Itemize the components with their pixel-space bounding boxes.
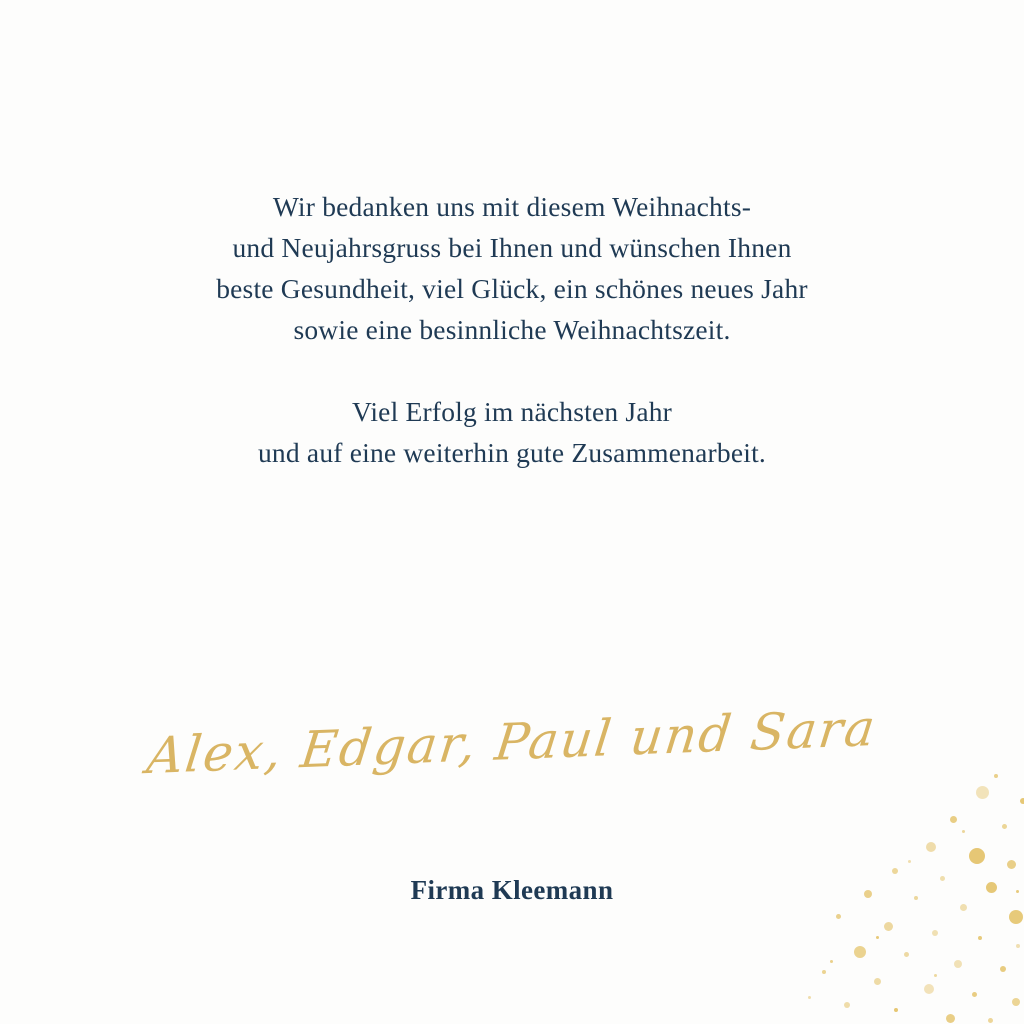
splatter-dot <box>844 1002 850 1008</box>
splatter-dot <box>876 936 879 939</box>
splatter-dot <box>934 974 937 977</box>
splatter-dot <box>954 960 962 968</box>
splatter-dot <box>854 946 866 958</box>
message-line-5: Viel Erfolg im nächsten Jahr <box>351 396 673 427</box>
splatter-dot <box>894 1008 898 1012</box>
splatter-dot <box>1007 860 1016 869</box>
splatter-dot <box>972 992 977 997</box>
splatter-dot <box>946 1014 955 1023</box>
greeting-message <box>0 186 1024 473</box>
splatter-dot <box>1016 944 1020 948</box>
splatter-dot <box>1000 966 1006 972</box>
company-name: Firma Kleemann <box>410 875 614 905</box>
splatter-dot <box>836 914 841 919</box>
splatter-dot <box>976 786 989 799</box>
handwritten-signature: Alex, Edgar, Paul und Sara <box>143 698 880 786</box>
splatter-dot <box>884 922 893 931</box>
splatter-dot <box>978 936 982 940</box>
splatter-dot <box>908 860 911 863</box>
splatter-dot <box>994 774 998 778</box>
splatter-dot <box>950 816 957 823</box>
message-line-3: beste Gesundheit, viel Glück, ein schönes neues Jahr <box>216 273 808 304</box>
message-line-4: sowie eine besinnliche Weihnachtszeit. <box>293 314 731 345</box>
message-line-6: und auf eine weiterhin gute Zusammenarbeit. <box>257 437 766 468</box>
splatter-dot <box>830 960 833 963</box>
splatter-dot <box>1012 998 1020 1006</box>
splatter-dot <box>808 996 811 999</box>
message-line-1: Wir bedanken uns mit diesem Weihnachts- <box>272 191 752 222</box>
splatter-dot <box>874 978 881 985</box>
splatter-dot <box>892 868 898 874</box>
splatter-dot <box>988 1018 993 1023</box>
splatter-dot <box>932 930 938 936</box>
splatter-dot <box>1009 910 1023 924</box>
splatter-dot <box>962 830 965 833</box>
splatter-dot <box>926 842 936 852</box>
splatter-dot <box>1002 824 1007 829</box>
splatter-dot <box>924 984 934 994</box>
message-line-2: und Neujahrsgruss bei Ihnen und wünschen Ihnen <box>232 232 792 263</box>
paragraph-spacer <box>0 350 1024 391</box>
splatter-dot <box>904 952 909 957</box>
splatter-dot <box>822 970 826 974</box>
splatter-dot <box>1020 798 1024 804</box>
splatter-dot <box>969 848 985 864</box>
